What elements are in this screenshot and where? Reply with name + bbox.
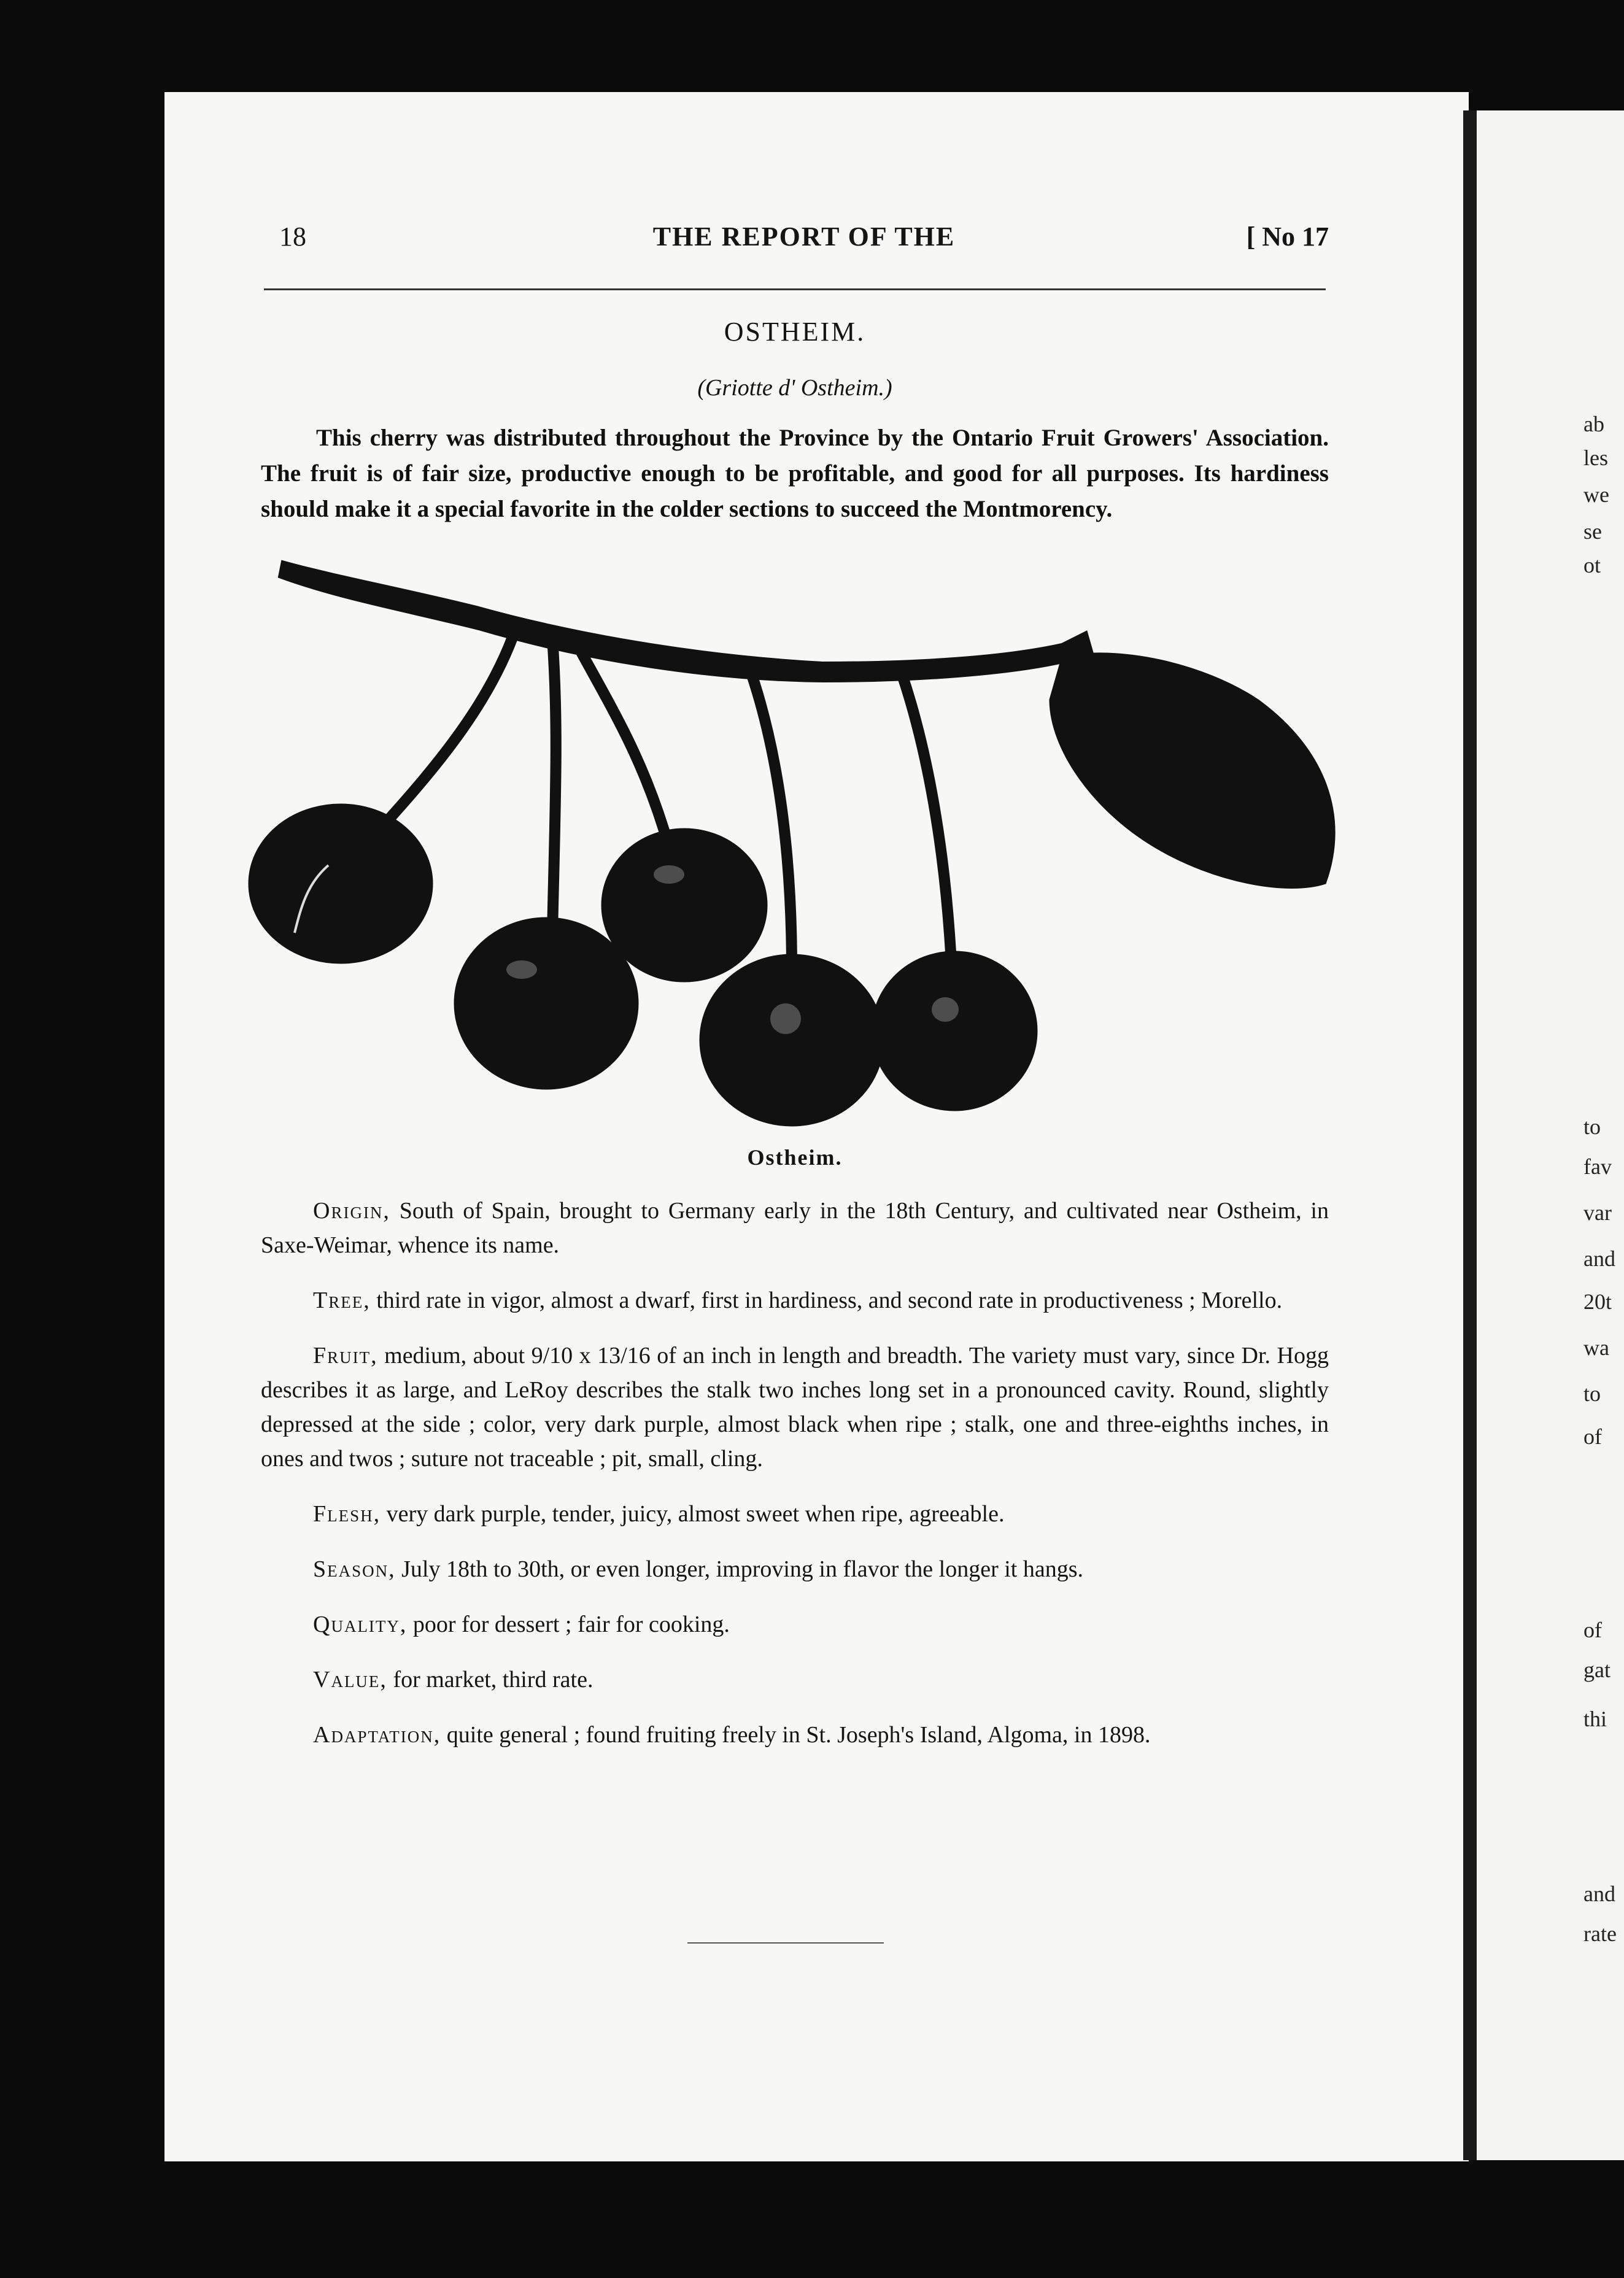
cherry [454, 917, 638, 1089]
figure-caption: Ostheim. [747, 1145, 843, 1170]
paragraph-season: Season, July 18th to 30th, or even longer, improving in flavor the longer it hangs. [313, 1556, 1083, 1582]
cherry [601, 828, 767, 982]
paragraph-flesh: Flesh, very dark purple, tender, juicy, almost sweet when ripe, agreeable. [313, 1501, 1005, 1527]
report-number: [ No 17 [1246, 222, 1329, 252]
stem [381, 629, 516, 828]
footer-rule [687, 1942, 884, 1944]
section-title: OSTHEIM. [724, 317, 866, 347]
cherry [872, 951, 1037, 1111]
running-title: THE REPORT OF THE [652, 222, 956, 252]
leaf [1050, 653, 1335, 889]
branch [279, 562, 1092, 681]
page-header [279, 221, 1329, 258]
paragraph-value: Value, for market, third rate. [313, 1667, 594, 1693]
cherry-illustration [246, 540, 1344, 1148]
header-rule [264, 288, 1326, 290]
stem [577, 644, 669, 847]
stem [552, 638, 556, 933]
stem [902, 675, 951, 963]
section-subtitle: (Griotte d' Ostheim.) [697, 375, 892, 401]
page-number: 18 [279, 222, 306, 252]
paragraph-fruit: Fruit, medium, about 9/10 x 13/16 of an inch in length and breadth. The variety must vary, since Dr. Hogg describes it as large, and LeRoy describes the stalk two inches long set in a pronounced cavity. Round, slightly depressed at the side ; color, very dark purple, almost black when ripe ; stalk, one and three-eighths inches, in ones and twos ; suture not traceable ; pit, small, cling. [261, 1343, 1329, 1472]
cherry [700, 954, 884, 1126]
cherry [249, 804, 433, 963]
paragraph-tree: Tree, third rate in vigor, almost a dwarf, first in hardiness, and second rate in productiveness ; Morello. [313, 1288, 1283, 1313]
intro-paragraph: This cherry was distributed throughout the Province by the Ontario Fruit Growers' Association. The fruit is of fair size, productive enough to be profitable, and good for all purposes. Its hardiness should make it a special favorite in the colder sections to succeed the Montmorency. [261, 425, 1329, 522]
description-body [261, 1194, 1329, 1773]
paragraph-quality: Quality, poor for dessert ; fair for cooking. [313, 1612, 730, 1637]
paragraph-origin: Origin, South of Spain, brought to Germany early in the 18th Century, and cultivated near Ostheim, in Saxe-Weimar, whence its name. [261, 1198, 1329, 1258]
paragraph-adaptation: Adaptation, quite general ; found fruiting freely in St. Joseph's Island, Algoma, in 1898. [313, 1722, 1151, 1748]
